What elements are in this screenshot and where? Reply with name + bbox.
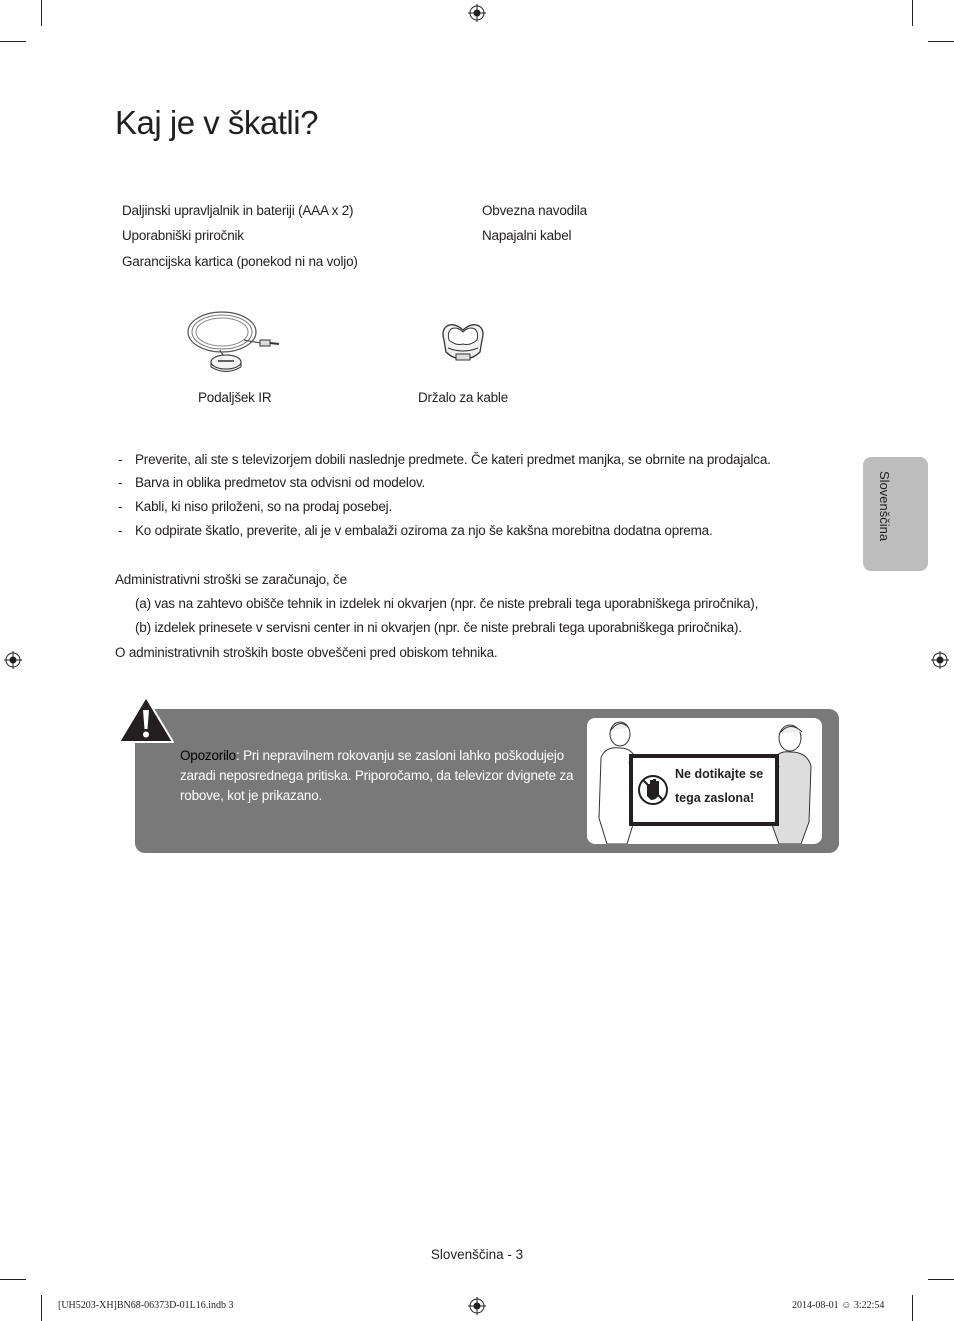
registration-mark-icon bbox=[468, 4, 486, 22]
contents-item: Uporabniški priročnik bbox=[122, 228, 244, 243]
note-text: Preverite, ali ste s televizorjem dobili naslednje predmete. Če kateri predmet manjka, se obrnite na prodajalca. bbox=[135, 452, 771, 467]
list-item bbox=[115, 499, 392, 514]
crop-mark bbox=[928, 1279, 954, 1280]
crop-mark bbox=[0, 41, 26, 42]
warning-illustration bbox=[587, 718, 822, 844]
registration-mark-icon bbox=[4, 651, 22, 669]
contents-item: Garancijska kartica (ponekod ni na voljo) bbox=[122, 254, 358, 269]
accessory-caption: Držalo za kable bbox=[418, 390, 509, 405]
crop-mark bbox=[41, 1295, 42, 1321]
crop-mark bbox=[912, 1295, 913, 1321]
print-slug-file: [UH5203-XH]BN68-06373D-01L16.indb 3 bbox=[58, 1300, 234, 1311]
admin-outro: O administrativnih stroških boste obveščeni pred obiskom tehnika. bbox=[115, 645, 498, 660]
warning-sign-line2: tega zaslona! bbox=[675, 791, 755, 805]
print-slug-date: 2014-08-01 ☺ 3:22:54 bbox=[792, 1300, 885, 1311]
admin-item-b: (b) izdelek prinesete v servisni center in ni okvarjen (npr. če niste prebrali tega uporabniškega priročnika). bbox=[135, 620, 742, 635]
crop-mark bbox=[928, 41, 954, 42]
note-text: Barva in oblika predmetov sta odvisni od modelov. bbox=[135, 475, 426, 490]
warning-text bbox=[180, 746, 575, 806]
contents-item: Daljinski upravljalnik in bateriji (AAA x 2) bbox=[122, 203, 354, 218]
warning-label: Opozorilo bbox=[180, 748, 236, 763]
contents-item: Napajalni kabel bbox=[482, 228, 572, 243]
list-item bbox=[115, 475, 425, 490]
ir-extender-icon bbox=[184, 304, 282, 378]
accessory-caption: Podaljšek IR bbox=[198, 390, 272, 405]
crop-mark bbox=[912, 0, 913, 26]
warning-sign-line1: Ne dotikajte se bbox=[675, 767, 764, 781]
bullet: - bbox=[118, 499, 123, 514]
admin-intro: Administrativni stroški se zaračunajo, če bbox=[115, 572, 347, 587]
list-item bbox=[115, 523, 713, 538]
page-title: Kaj je v škatli? bbox=[115, 104, 318, 141]
crop-mark bbox=[41, 0, 42, 26]
bullet: - bbox=[118, 523, 123, 538]
bullet: - bbox=[118, 452, 123, 467]
registration-mark-icon bbox=[468, 1297, 486, 1315]
contents-item: Obvezna navodila bbox=[482, 203, 587, 218]
cable-holder-icon bbox=[440, 320, 486, 364]
language-side-tab-label: Slovenščina bbox=[877, 471, 892, 542]
list-item bbox=[115, 452, 771, 467]
page-number: Slovenščina - 3 bbox=[430, 1247, 524, 1262]
registration-mark-icon bbox=[931, 651, 949, 669]
warning-triangle-icon bbox=[117, 695, 175, 745]
note-text: Kabli, ki niso priloženi, so na prodaj posebej. bbox=[135, 499, 393, 514]
bullet: - bbox=[118, 475, 123, 490]
language-side-tab bbox=[863, 457, 928, 571]
warning-body: : Pri nepravilnem rokovanju se zasloni lahko poškodujejo zaradi neposrednega pritiska. Priporočamo, da televizor dvignete za robove, kot je prikazano. bbox=[180, 748, 574, 803]
crop-mark bbox=[0, 1279, 26, 1280]
note-text: Ko odpirate škatlo, preverite, ali je v embalaži oziroma za njo še kakšna morebitna dodatna oprema. bbox=[135, 523, 713, 538]
people-holding-tv-illustration bbox=[587, 718, 822, 844]
admin-item-a: (a) vas na zahtevo obišče tehnik in izdelek ni okvarjen (npr. če niste prebrali tega uporabniškega priročnika), bbox=[135, 596, 759, 611]
